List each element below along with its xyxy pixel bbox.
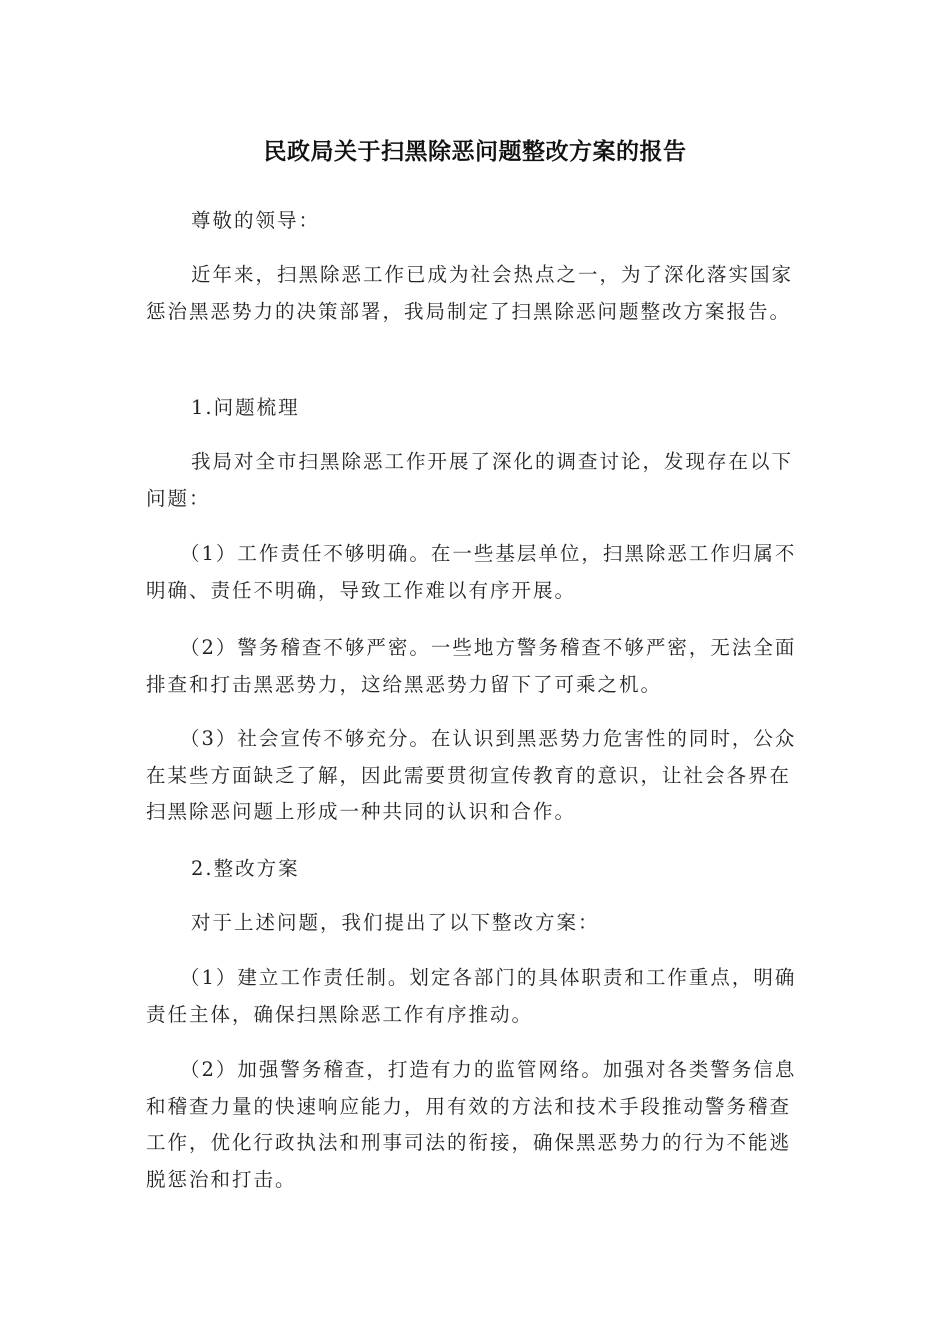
salutation: 尊敬的领导： [191, 209, 321, 232]
intro-paragraph: 近年来，扫黑除恶工作已成为社会热点之一，为了深化落实国家惩治黑恶势力的决策部署，我局制定了扫黑除恶问题整改方案报告。 [146, 263, 794, 323]
section-1-item-3: （3）社会宣传不够充分。在认识到黑恶势力危害性的同时，公众在某些方面缺乏了解，因此需要贯彻宣传教育的意识，让社会各界在扫黑除恶问题上形成一种共同的认识和合作。 [146, 727, 797, 823]
section-1-item-2: （2）警务稽查不够严密。一些地方警务稽查不够严密，无法全面排查和打击黑恶势力，这给黑恶势力留下了可乘之机。 [146, 636, 797, 696]
section-1-heading: 1.问题梳理 [191, 396, 300, 419]
section-1-lead: 我局对全市扫黑除恶工作开展了深化的调查讨论，发现存在以下问题： [146, 450, 794, 510]
section-2-lead: 对于上述问题，我们提出了以下整改方案： [191, 911, 600, 934]
section-2-heading: 2.整改方案 [191, 857, 300, 880]
document-title: 民政局关于扫黑除恶问题整改方案的报告 [263, 139, 687, 165]
section-1-item-1: （1）工作责任不够明确。在一些基层单位，扫黑除恶工作归属不明确、责任不明确，导致工作难以有序开展。 [146, 542, 797, 602]
section-2-item-2: （2）加强警务稽查，打造有力的监管网络。加强对各类警务信息和稽查力量的快速响应能力，用有效的方法和技术手段推动警务稽查工作，优化行政执法和刑事司法的衔接，确保黑恶势力的行为不能逃脱惩治和打击。 [146, 1058, 797, 1191]
section-2-item-1: （1）建立工作责任制。划定各部门的具体职责和工作重点，明确责任主体，确保扫黑除恶工作有序推动。 [146, 966, 797, 1026]
